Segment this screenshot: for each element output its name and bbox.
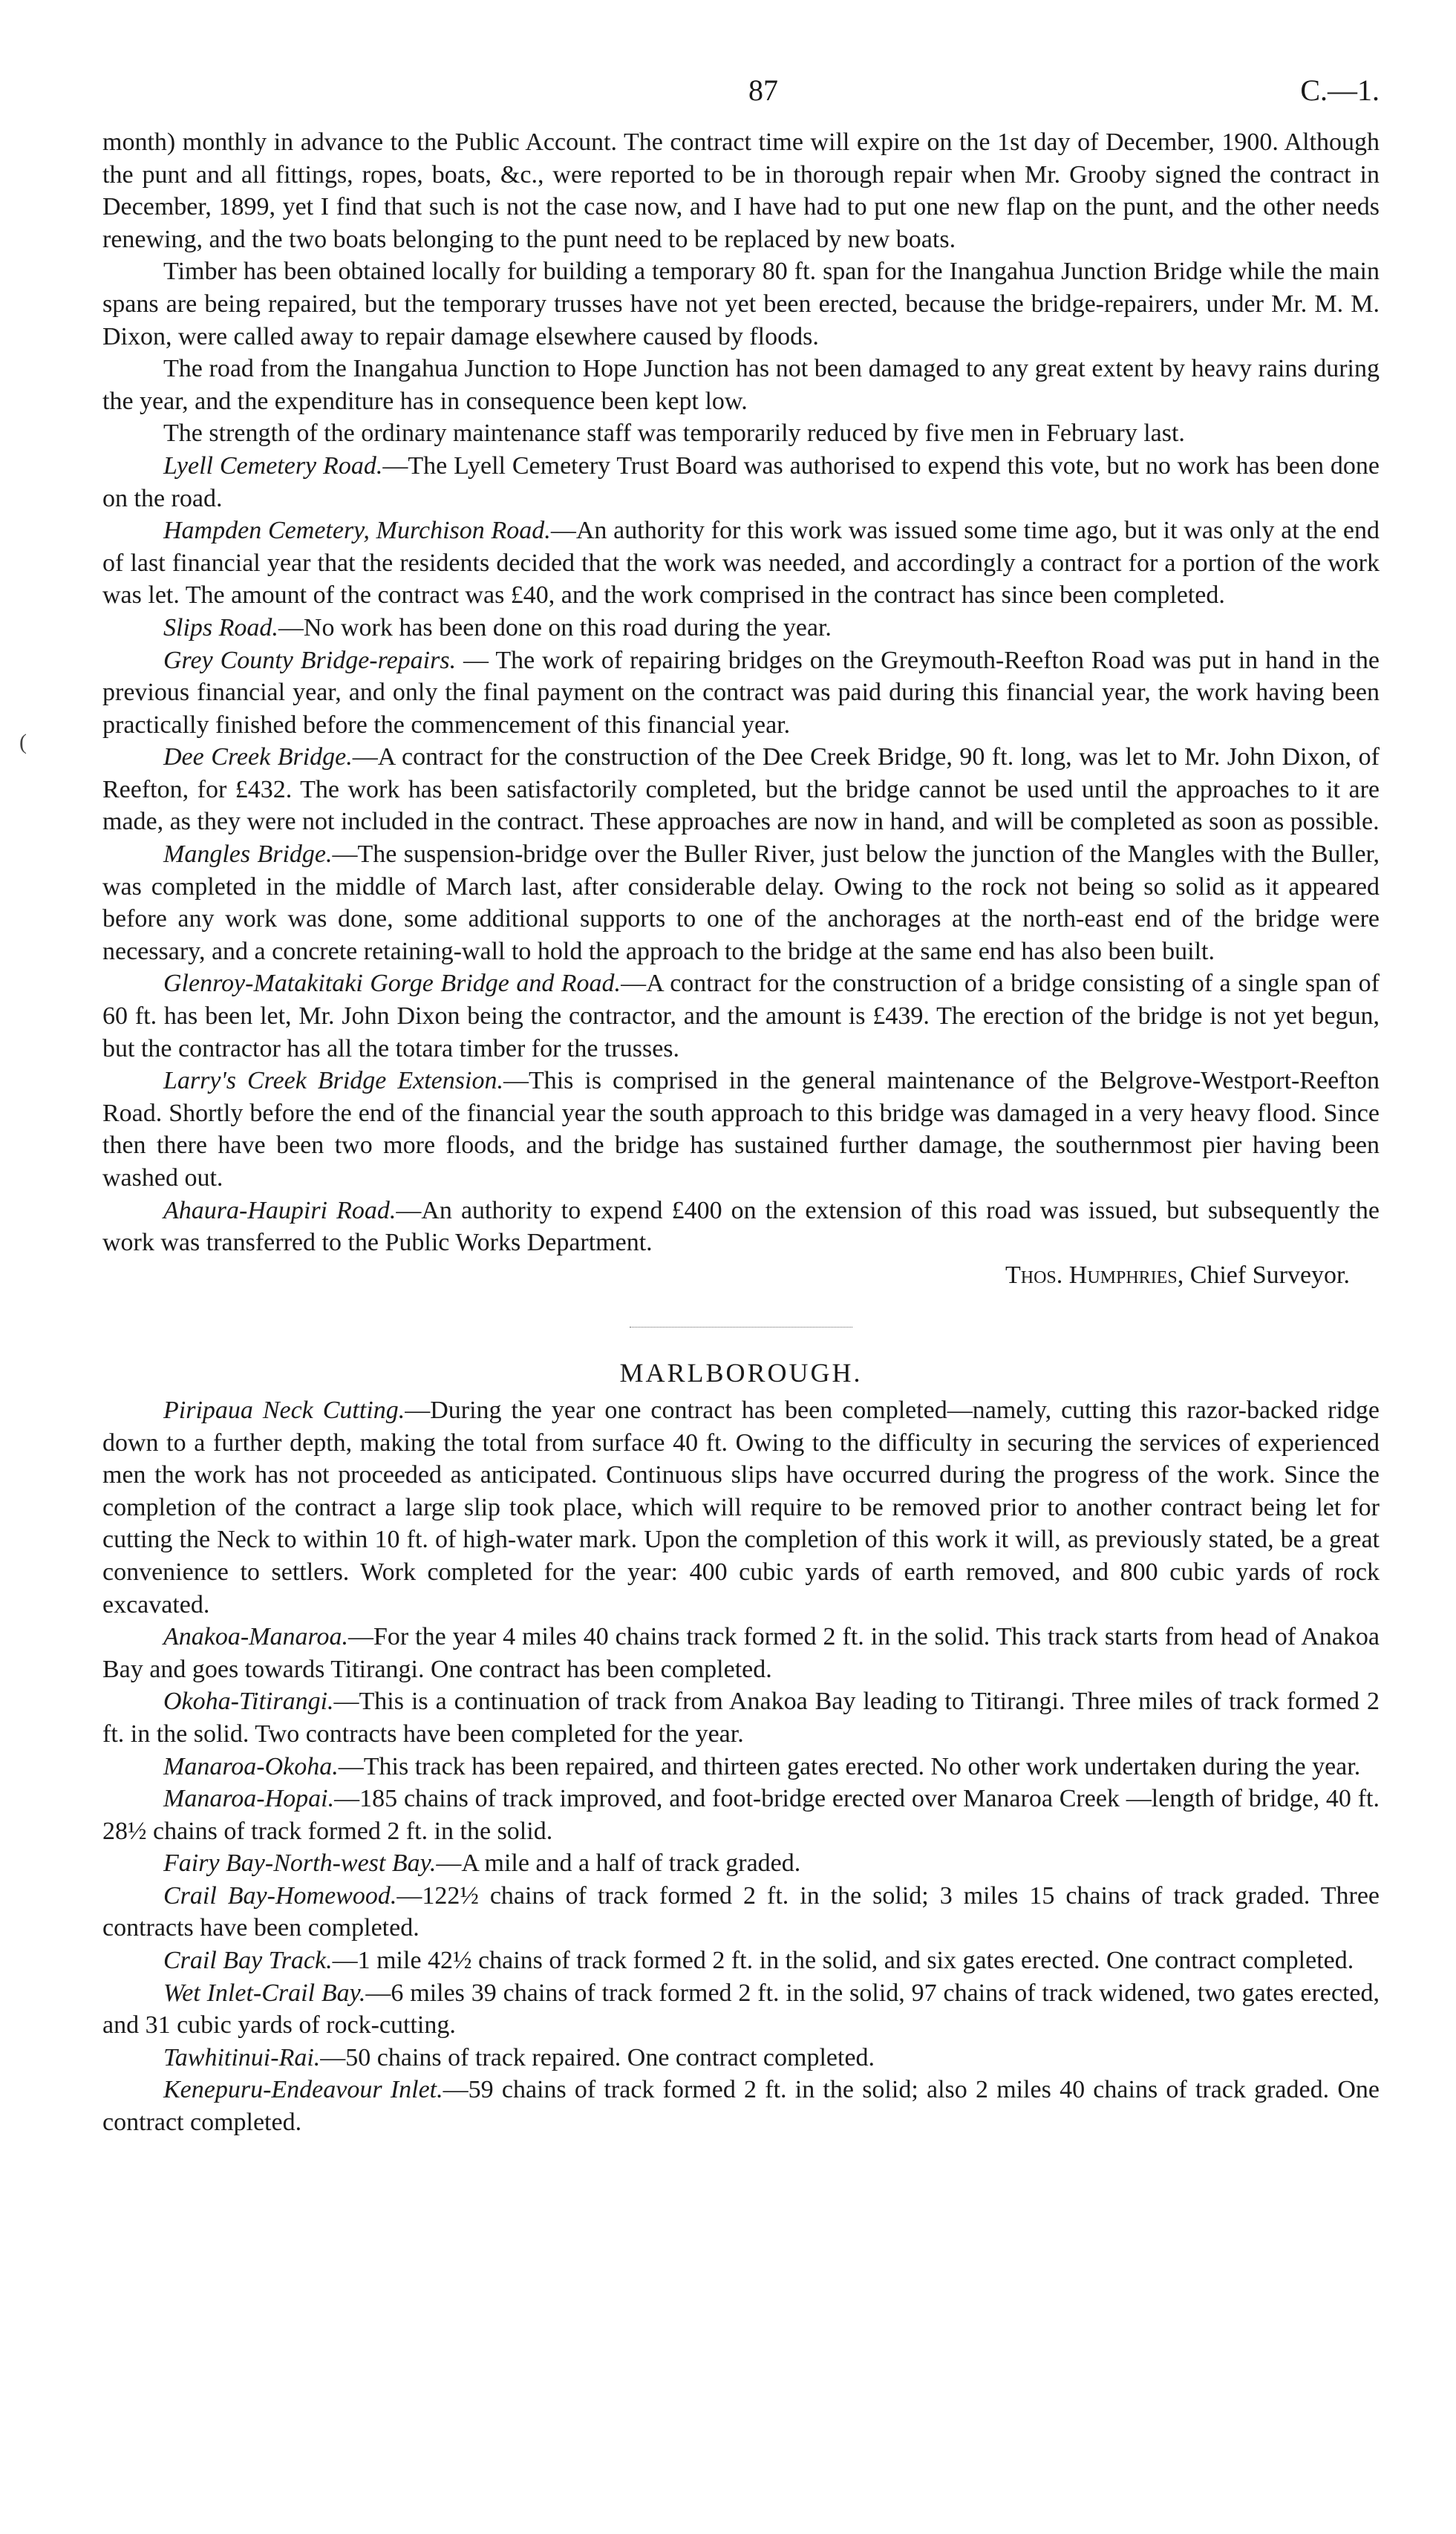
paragraph-text: —6 miles 39 chains of track formed 2 ft. in the solid, 97 chains of track widened, two gates erected, and 31 cubic yards of rock-cutting. (102, 1979, 1380, 2040)
paragraph-larrys-creek-bridge (102, 1065, 1380, 1194)
paragraph-mangles-bridge (102, 838, 1380, 967)
paragraph-dee-creek-bridge (102, 741, 1380, 838)
westland-section (102, 126, 1380, 1291)
paragraph-text: —185 chains of track improved, and foot-bridge erected over Manaroa Creek —length of bridge, 40 ft. 28½ chains of track formed 2 ft. in the solid. (102, 1785, 1380, 1845)
paragraph-manaroa-okoha (102, 1751, 1380, 1783)
paragraph-slips-road (102, 612, 1380, 644)
paragraph-text: — The work of repairing bridges on the Greymouth-Reefton Road was put in hand in the previous financial year, and only the final payment on the contract was paid during this financial year, the work having been practically finished before the commencement of this financial year. (102, 646, 1380, 739)
paragraph-text: —For the year 4 miles 40 chains track formed 2 ft. in the solid. This track starts from head of Anakoa Bay and goes towards Titirangi. One contract has been completed. (102, 1623, 1380, 1683)
signature (102, 1259, 1380, 1292)
paragraph-heading: Okoha-Titirangi. (163, 1688, 334, 1716)
paragraph-heading: Crail Bay-Homewood. (163, 1881, 397, 1910)
paragraph-fairy-bay (102, 1847, 1380, 1880)
paragraph-heading: Ahaura-Haupiri Road. (163, 1196, 396, 1224)
paragraph-text: —An authority for this work was issued some time ago, but it was only at the end of last financial year that the residents decided that the work was needed, and accordingly a contract for a portion of the work was let. The amount of the contract was £40, and the work comprised in the contract has since been completed. (102, 517, 1380, 610)
section-heading: MARLBOROUGH. (619, 1358, 863, 1388)
paragraph-heading: Piripaua Neck Cutting. (163, 1396, 405, 1424)
continued-paragraph: month) monthly in advance to the Public Account. The contract time will expire on the 1st day of December, 1900. Although the punt and all fittings, ropes, boats, &c., were reported to be in thorough repair when Mr. Grooby signed the contract in December, 1899, yet I find that such is not the case now, and I have had to put one new flap on the punt, and the other needs renewing, and the two boats belonging to the punt need to be replaced by new boats. (102, 128, 1380, 253)
paragraph-wet-inlet-crail-bay (102, 1977, 1380, 2042)
paragraph-heading: Manaroa-Okoha. (163, 1752, 339, 1780)
paragraph-heading: Mangles Bridge. (163, 840, 333, 869)
paragraph-text: The road from the Inangahua Junction to Hope Junction has not been damaged to any great extent by heavy rains during the year, and the expenditure has in consequence been kept low. (102, 355, 1380, 415)
paragraph-heading: Fairy Bay-North-west Bay. (163, 1849, 437, 1878)
margin-mark: ( (19, 730, 27, 754)
paragraph-text: —122½ chains of track formed 2 ft. in the solid; 3 miles 15 chains of track graded. Three contracts have been completed. (102, 1881, 1380, 1942)
page-number: 87 (748, 74, 778, 107)
paragraph-anakoa-manaroa (102, 1621, 1380, 1685)
paragraph-text: —This track has been repaired, and thirteen gates erected. No other work undertaken during the year. (338, 1752, 1361, 1780)
paragraph-lyell-cemetery-road (102, 450, 1380, 515)
paragraph-text: —The Lyell Cemetery Trust Board was authorised to expend this vote, but no work has been done on the road. (102, 451, 1380, 512)
paragraph-text: —A contract for the construction of the Dee Creek Bridge, 90 ft. long, was let to Mr. John Dixon, of Reefton, for £432. The work has been satisfactorily completed, but the bridge cannot be used until the approaches to it are made, as they were not included in the contract. These approaches are now in hand, and will be completed as soon as possible. (102, 743, 1380, 836)
paragraph-text: —1 mile 42½ chains of track formed 2 ft. in the solid, and six gates erected. One contract completed. (332, 1947, 1354, 1975)
paragraph-ahaura-haupiri-road (102, 1195, 1380, 1259)
paragraph-kenepuru-endeavour (102, 2074, 1380, 2138)
paragraph-heading: Wet Inlet-Crail Bay. (163, 1979, 366, 2007)
paragraph-maintenance-staff (102, 417, 1380, 450)
paragraph-text: —59 chains of track formed 2 ft. in the solid; also 2 miles 40 chains of track graded. One contract completed. (102, 2076, 1380, 2137)
paragraph-okoha-titirangi (102, 1685, 1380, 1750)
paragraph-manaroa-hopai (102, 1783, 1380, 1847)
paragraph-heading: Anakoa-Manaroa. (163, 1623, 348, 1651)
paragraph-tawhitinui-rai (102, 2042, 1380, 2074)
signatory-name: Thos. Humphries (1005, 1261, 1178, 1289)
paragraph-heading: Crail Bay Track. (163, 1947, 333, 1975)
paragraph-heading: Tawhitinui-Rai. (163, 2043, 321, 2071)
paragraph-piripaua-neck (102, 1394, 1380, 1621)
paragraph-text: —This is comprised in the general maintenance of the Belgrove-Westport-Reefton Road. Shortly before the end of the financial year the south approach to this bridge was damaged in a very heavy flood. Since then there have been two more floods, and the bridge has sustained further damage, the southernmost pier having been washed out. (102, 1067, 1380, 1192)
paragraph-hampden-cemetery (102, 515, 1380, 612)
paragraph-heading: Larry's Creek Bridge Extension. (163, 1067, 503, 1095)
paragraph-hope-junction-road (102, 353, 1380, 417)
section-divider (630, 1327, 852, 1328)
paragraph-text: The strength of the ordinary maintenance staff was temporarily reduced by five men in February last. (163, 419, 1185, 448)
paragraph-text: Timber has been obtained locally for building a temporary 80 ft. span for the Inangahua Junction Bridge while the main spans are being repaired, but the temporary trusses have not yet been erected, because the bridge-repairers, under Mr. M. M. Dixon, were called away to repair damage elsewhere caused by floods. (102, 258, 1380, 350)
signatory-title: , Chief Surveyor. (1177, 1261, 1350, 1289)
paragraph-heading: Grey County Bridge-repairs. (163, 646, 457, 674)
paragraph-text: —A contract for the construction of a bridge consisting of a single span of 60 ft. has been let, Mr. John Dixon being the contractor, and the amount is £439. The erection of the bridge is not yet begun, but the contractor has all the totara timber for the trusses. (102, 970, 1380, 1062)
paragraph-text: —This is a continuation of track from Anakoa Bay leading to Titirangi. Three miles of track formed 2 ft. in the solid. Two contracts have been completed for the year. (102, 1688, 1380, 1748)
page-header (102, 74, 1380, 126)
paragraph-crail-bay-track (102, 1944, 1380, 1977)
paragraph-crail-bay-homewood (102, 1880, 1380, 1944)
paragraph-heading: Manaroa-Hopai. (163, 1785, 335, 1813)
paragraph-heading: Dee Creek Bridge. (163, 743, 353, 771)
marlborough-section (102, 1357, 1380, 2138)
paragraph-text: —50 chains of track repaired. One contract completed. (320, 2043, 875, 2071)
paragraph-heading: Kenepuru-Endeavour Inlet. (163, 2076, 443, 2104)
paragraph-text: —A mile and a half of track graded. (436, 1849, 801, 1878)
paragraph-heading: Hampden Cemetery, Murchison Road. (163, 517, 551, 545)
paragraph-text: —During the year one contract has been completed—namely, cutting this razor-backed ridge down to a further depth, making the total from surface 40 ft. Owing to the difficulty in securing the services of experienced men the work has not proceeded as anticipated. Continuous slips have occurred during the progress of the work. Since the completion of the contract a large slip took place, which will require to be removed prior to another contract being let for cutting the Neck to within 10 ft. of high-water mark. Upon the completion of this work it will, as previously stated, be a great convenience to settlers. Work completed for the year: 400 cubic yards of earth removed, and 800 cubic yards of rock excavated. (102, 1396, 1380, 1619)
paragraph-grey-county-bridges (102, 644, 1380, 742)
paragraph-text: —No work has been done on this road during the year. (278, 613, 832, 641)
paragraph-heading: Slips Road. (163, 613, 278, 641)
paragraph-glenroy-matakitaki (102, 967, 1380, 1065)
parliamentary-paper-series: C.—1. (1300, 74, 1380, 107)
paragraph-inangahua-bridge (102, 255, 1380, 353)
paragraph-heading: Lyell Cemetery Road. (163, 451, 383, 480)
paragraph-text: —An authority to expend £400 on the extension of this road was issued, but subsequently the work was transferred to the Public Works Department. (102, 1196, 1380, 1257)
paragraph-text: —The suspension-bridge over the Buller River, just below the junction of the Mangles with the Buller, was completed in the middle of March last, after considerable delay. Owing to the rock not being so solid as it appeared before any work was done, some additional supports to one of the anchorages at the north-east end of the bridge were necessary, and a concrete retaining-wall to hold the approach to the bridge at the same end has also been built. (102, 840, 1380, 965)
document-page (19, 74, 1380, 2139)
paragraph-heading: Glenroy-Matakitaki Gorge Bridge and Road. (163, 970, 621, 998)
